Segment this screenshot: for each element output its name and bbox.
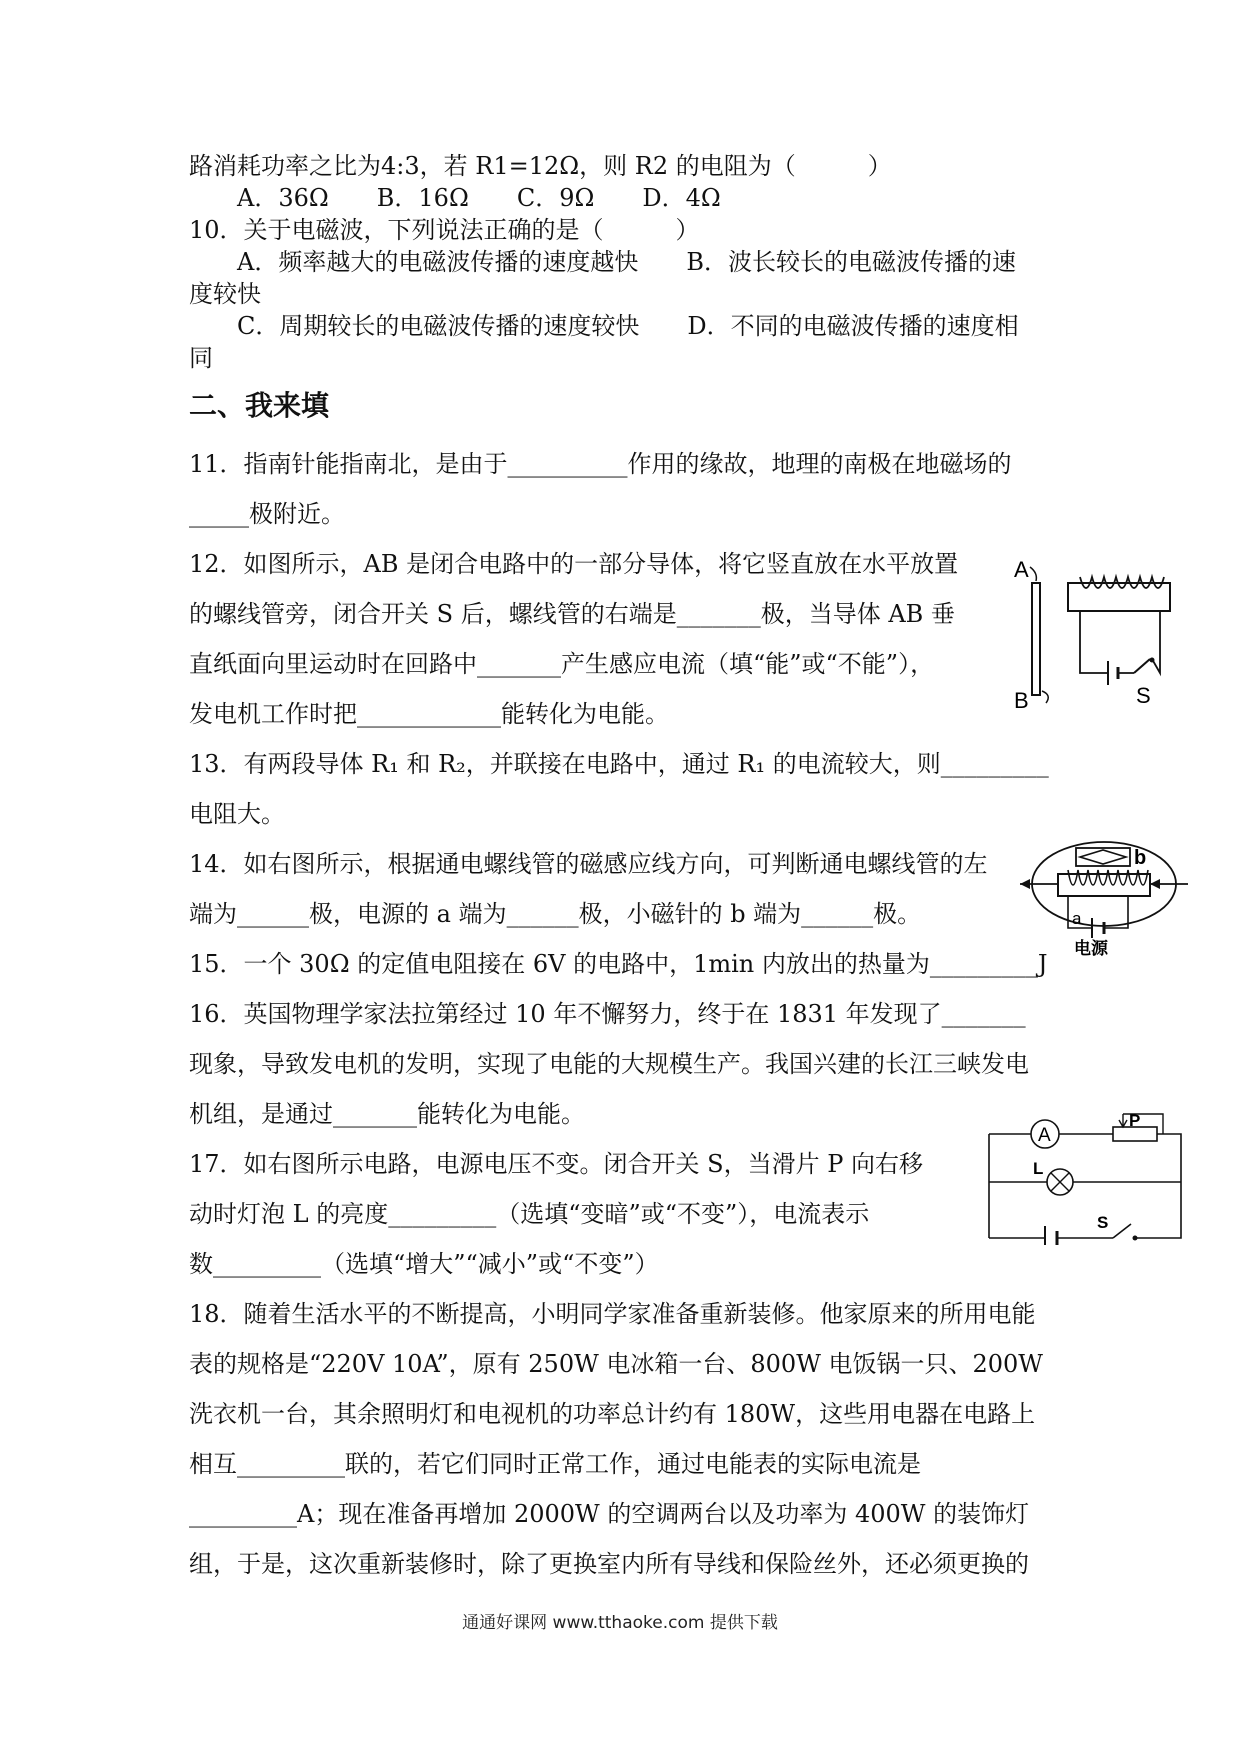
q17-circuit-figure (985, 1110, 1185, 1245)
switch-s (1134, 659, 1150, 673)
solenoid-coil (1068, 870, 1148, 885)
q17-line3: 数_________（选填“增大”“减小”或“不变”） (189, 1250, 659, 1278)
switch-s (1113, 1224, 1131, 1238)
q16-line2: 现象，导致发电机的发明，实现了电能的大规模生产。我国兴建的长江三峡发电 (189, 1050, 1029, 1078)
q9-options: A．36Ω B．16Ω C．9Ω D．4Ω (189, 184, 721, 212)
q18-line2: 表的规格是“220V 10A”，原有 250W 电冰箱一台、800W 电饭锅一只、200W (189, 1350, 1043, 1378)
q17-label-p: P (1129, 1111, 1141, 1130)
q12-line4: 发电机工作时把____________能转化为电能。 (189, 700, 669, 728)
q12-label-b: B (1014, 688, 1029, 710)
q10-option-line-a2: 度较快 (189, 280, 261, 308)
q17-line1: 17．如右图所示电路，电源电压不变。闭合开关 S，当滑片 P 向右移 (189, 1150, 924, 1178)
q16-line3: 机组，是通过_______能转化为电能。 (189, 1100, 585, 1128)
q12-line3: 直纸面向里运动时在回路中_______产生感应电流（填“能”或“不能”）， (189, 650, 935, 678)
q12-label-s: S (1136, 683, 1151, 708)
q17-label-l: L (1033, 1159, 1044, 1178)
q18-line1: 18．随着生活水平的不断提高，小明同学家准备重新装修。他家原来的所用电能 (189, 1300, 1036, 1328)
q18-line3: 洗衣机一台，其余照明灯和电视机的功率总计约有 180W，这些用电器在电路上 (189, 1400, 1036, 1428)
q12-line2: 的螺线管旁，闭合开关 S 后，螺线管的右端是_______极，当导体 AB 垂 (189, 600, 955, 628)
q14-solenoid-figure (1018, 830, 1190, 958)
compass-needle (1080, 850, 1126, 864)
q14-line2: 端为______极，电源的 a 端为______极，小磁针的 b 端为______极。 (189, 900, 922, 928)
section-title: 二、我来填 (189, 389, 330, 422)
q10-option-line-c2: 同 (189, 344, 213, 372)
conductor-ab (1032, 583, 1040, 695)
q11-line2: _____极附近。 (189, 500, 345, 528)
q13-line1: 13．有两段导体 R₁ 和 R₂，并联接在电路中，通过 R₁ 的电流较大，则_________ (189, 750, 1049, 778)
q14-line1: 14．如右图所示，根据通电螺线管的磁感应线方向，可判断通电螺线管的左 (189, 850, 988, 878)
q14-label-a: a (1072, 909, 1082, 928)
q14-label-source: 电源 (1074, 939, 1108, 958)
q18-line4: 相互_________联的，若它们同时正常工作，通过电能表的实际电流是 (189, 1450, 921, 1478)
q18-line6: 组，于是，这次重新装修时，除了更换室内所有导线和保险丝外，还必须更换的 (189, 1550, 1029, 1578)
q12-label-a: A (1014, 557, 1029, 582)
q18-line5: _________A；现在准备再增加 2000W 的空调两台以及功率为 400W 的装饰灯 (189, 1500, 1030, 1528)
q17-label-ammeter: A (1038, 1125, 1051, 1146)
q17-label-s: S (1097, 1213, 1109, 1232)
q17-line2: 动时灯泡 L 的亮度_________（选填“变暗”或“不变”），电流表示 (189, 1200, 870, 1228)
q10-option-line-a: A．频率越大的电磁波传播的速度越快 B．波长较长的电磁波传播的速 (189, 248, 1016, 276)
q14-label-b: b (1134, 847, 1147, 869)
q10-stem: 10．关于电磁波，下列说法正确的是（ ） (189, 216, 700, 244)
q16-line1: 16．英国物理学家法拉第经过 10 年不懈努力，终于在 1831 年发现了_______ (189, 1000, 1026, 1028)
q9-stem-tail: 路消耗功率之比为4:3，若 R1=12Ω，则 R2 的电阻为（ ） (189, 152, 892, 180)
q12-line1: 12．如图所示，AB 是闭合电路中的一部分导体，将它竖直放在水平放置 (189, 550, 959, 578)
q12-solenoid-figure (1010, 555, 1200, 710)
q10-option-line-c: C．周期较长的电磁波传播的速度较快 D．不同的电磁波传播的速度相 (189, 312, 1019, 340)
q11-line1: 11．指南针能指南北，是由于__________作用的缘故，地理的南极在地磁场的 (189, 450, 1012, 478)
page-footer: 通通好课网 www.tthaoke.com 提供下载 (462, 1613, 778, 1633)
q13-line2: 电阻大。 (189, 800, 285, 828)
q15-line1: 15．一个 30Ω 的定值电阻接在 6V 的电路中，1min 内放出的热量为_________J (189, 950, 1048, 978)
